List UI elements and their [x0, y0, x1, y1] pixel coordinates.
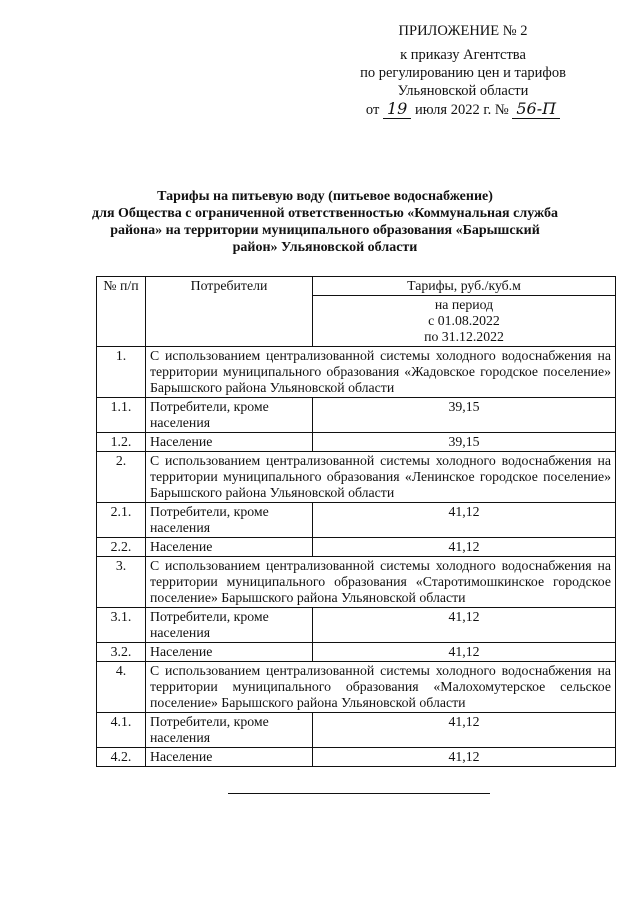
date-day: 19 — [383, 99, 411, 119]
document-heading — [90, 188, 560, 256]
section-description: С использованием централизованной системы холодного водоснабжения на территории муниципального образования «Ленинское городское поселение» Барышского района Ульяновской области — [146, 452, 616, 503]
row-number: 2. — [97, 452, 146, 503]
table-row — [97, 347, 616, 398]
table-header-row — [97, 277, 616, 296]
table-row — [97, 557, 616, 608]
consumer-category: Потребители, кроме населения — [146, 713, 313, 748]
heading-line-1: Тарифы на питьевую воду (питьевое водоснабжение) — [157, 189, 493, 204]
closing-line — [228, 793, 490, 794]
period-line-2: с 01.08.2022 — [428, 313, 500, 328]
date-prefix: от — [365, 102, 380, 118]
table-row — [97, 748, 616, 767]
row-number: 2.1. — [97, 503, 146, 538]
tariff-table — [96, 276, 616, 767]
section-description: С использованием централизованной системы холодного водоснабжения на территории муниципального образования «Жадовское городское поселение» Барышского района Ульяновской области — [146, 347, 616, 398]
consumer-category: Население — [146, 748, 313, 767]
tariff-value: 41,12 — [313, 538, 616, 557]
row-number: 3.2. — [97, 643, 146, 662]
appendix-line-3: Ульяновской области — [397, 83, 529, 99]
header-consumers: Потребители — [146, 277, 313, 347]
table-row — [97, 662, 616, 713]
period-line-3: по 31.12.2022 — [424, 329, 504, 344]
date-rest: июля 2022 г. № — [414, 102, 509, 118]
table-row — [97, 643, 616, 662]
tariff-value: 41,12 — [313, 643, 616, 662]
order-number: 56-П — [512, 99, 560, 119]
tariff-value: 41,12 — [313, 748, 616, 767]
row-number: 3.1. — [97, 608, 146, 643]
row-number: 1. — [97, 347, 146, 398]
table-row — [97, 398, 616, 433]
appendix-line-1: к приказу Агентства — [400, 47, 526, 63]
tariff-value: 41,12 — [313, 608, 616, 643]
table-row — [97, 452, 616, 503]
consumer-category: Население — [146, 538, 313, 557]
row-number: 4. — [97, 662, 146, 713]
row-number: 4.1. — [97, 713, 146, 748]
period-line-1: на период — [434, 297, 494, 312]
header-period — [313, 296, 616, 347]
tariff-value: 39,15 — [313, 398, 616, 433]
appendix-block — [328, 22, 598, 119]
tariff-value: 41,12 — [313, 503, 616, 538]
table-row — [97, 433, 616, 452]
tariff-value: 41,12 — [313, 713, 616, 748]
row-number: 2.2. — [97, 538, 146, 557]
appendix-date-line — [328, 100, 598, 119]
consumer-category: Потребители, кроме населения — [146, 503, 313, 538]
table-row — [97, 538, 616, 557]
appendix-title: ПРИЛОЖЕНИЕ № 2 — [398, 23, 528, 39]
section-description: С использованием централизованной системы холодного водоснабжения на территории муниципального образования «Старотимошкинское городское поселение» Барышского района Ульяновской области — [146, 557, 616, 608]
tariff-value: 39,15 — [313, 433, 616, 452]
appendix-line-2: по регулированию цен и тарифов — [360, 65, 566, 81]
row-number: 1.2. — [97, 433, 146, 452]
consumer-category: Потребители, кроме населения — [146, 398, 313, 433]
section-description: С использованием централизованной системы холодного водоснабжения на территории муниципального образования «Малохомутерское сельское поселение» Барышского района Ульяновской области — [146, 662, 616, 713]
consumer-category: Население — [146, 433, 313, 452]
row-number: 1.1. — [97, 398, 146, 433]
table-row — [97, 608, 616, 643]
consumer-category: Население — [146, 643, 313, 662]
table-body — [97, 347, 616, 767]
header-num: № п/п — [97, 277, 146, 347]
row-number: 3. — [97, 557, 146, 608]
consumer-category: Потребители, кроме населения — [146, 608, 313, 643]
table-row — [97, 503, 616, 538]
row-number: 4.2. — [97, 748, 146, 767]
header-tariff: Тарифы, руб./куб.м — [313, 277, 616, 296]
table-row — [97, 713, 616, 748]
heading-line-2: для Общества с ограниченной ответственностью «Коммунальная служба района» на территории муниципального образования «Барышский район» Ульяновской области — [92, 206, 558, 255]
